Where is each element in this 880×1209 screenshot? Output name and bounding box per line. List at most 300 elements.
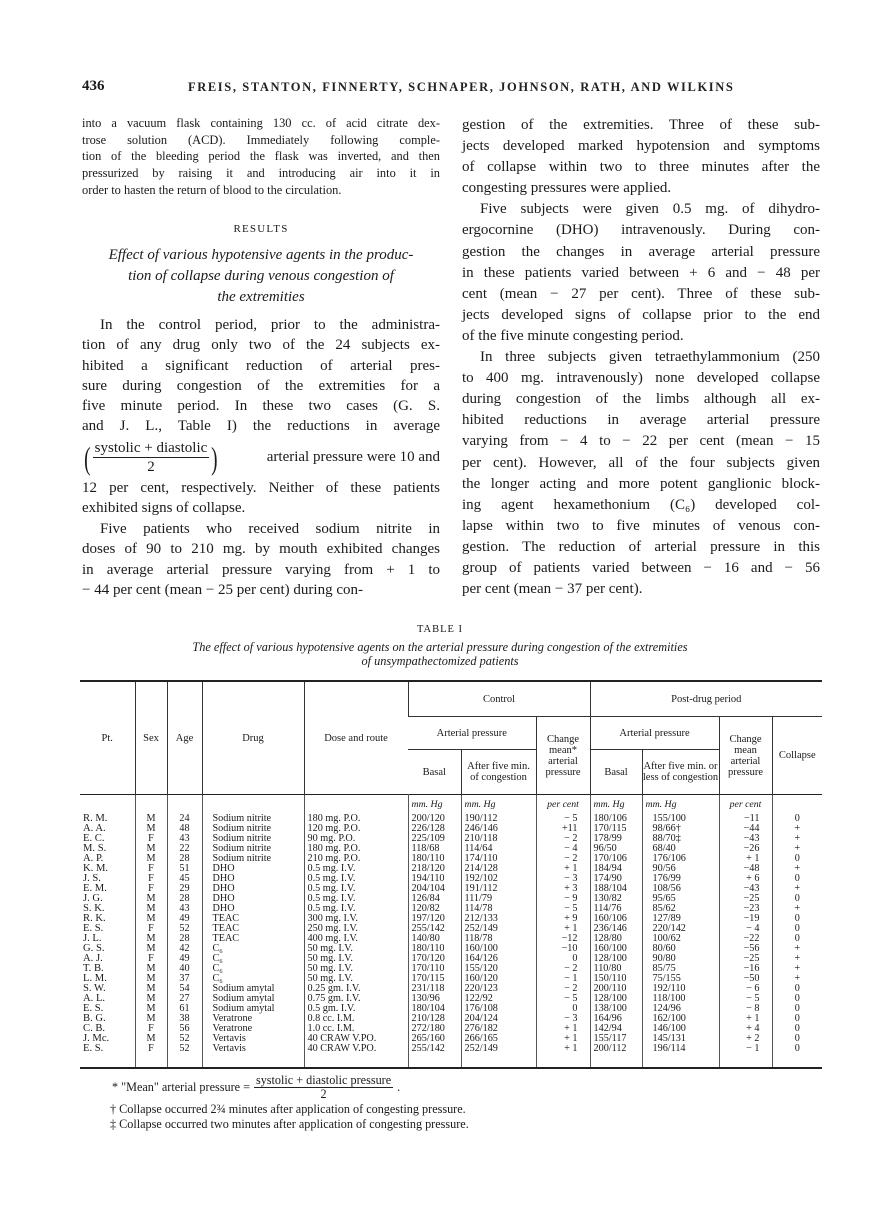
cell-post-after: 85/62 bbox=[642, 904, 719, 914]
text-line: sure during congestion of the extremities for a bbox=[82, 377, 440, 394]
cell-patient: J. Mc. bbox=[83, 1034, 110, 1044]
cell-control-after: 190/112 bbox=[461, 814, 536, 824]
unit-patient bbox=[80, 795, 135, 815]
header-sex: Sex bbox=[135, 681, 167, 795]
caption-line: of unsympathectomized patients bbox=[361, 654, 519, 668]
cell-patient: A. L. bbox=[83, 994, 106, 1004]
text-line: 12 per cent, respectively. Neither of these patients bbox=[82, 480, 440, 496]
cell-collapse: + bbox=[772, 864, 822, 874]
cell-dose: 50 mg. I.V. bbox=[304, 974, 408, 984]
cell-age: 56 bbox=[167, 1024, 202, 1034]
table-row bbox=[80, 974, 822, 984]
text-line: tion of any drug only two of the 24 subjects ex- bbox=[82, 337, 440, 354]
cell-post-basal: 236/146 bbox=[590, 924, 642, 934]
cell-post-after: 100/62 bbox=[642, 934, 719, 944]
unit-drug bbox=[202, 795, 304, 815]
cell-sex: F bbox=[135, 1044, 167, 1054]
cell-sex: F bbox=[135, 1024, 167, 1034]
cell-post-after: 127/89 bbox=[642, 914, 719, 924]
table-row bbox=[80, 984, 822, 994]
table-row bbox=[80, 914, 822, 924]
caption-line: The effect of various hypotensive agents on the arterial pressure during congestion of the extremities bbox=[192, 640, 688, 654]
unit-control-basal: mm. Hg bbox=[408, 795, 461, 815]
text-line: hibited reductions in average arterial pressure bbox=[462, 412, 820, 429]
cell-drug: C₆ bbox=[202, 974, 304, 984]
cell-collapse: + bbox=[772, 834, 822, 844]
cell-post-after: 118/100 bbox=[642, 994, 719, 1004]
text-line: tion of the bleeding period the flask was inverted, and then bbox=[82, 149, 440, 164]
cell-control-basal: 200/120 bbox=[408, 814, 461, 824]
cell-post-change: −43 bbox=[719, 884, 772, 894]
running-title: FREIS, STANTON, FINNERTY, SCHNAPER, JOHNSON, RATH, AND WILKINS bbox=[188, 80, 735, 94]
table-row bbox=[80, 814, 822, 824]
cell-drug: C₆ bbox=[202, 944, 304, 954]
cell-collapse: + bbox=[772, 844, 822, 854]
unit-sex bbox=[135, 795, 167, 815]
text-line: into a vacuum flask containing 130 cc. of acid citrate dex- bbox=[82, 116, 440, 130]
cell-post-basal: 142/94 bbox=[590, 1024, 642, 1034]
cell-control-after: 192/102 bbox=[461, 874, 536, 884]
cell-post-basal: 184/94 bbox=[590, 864, 642, 874]
cell-control-change: + 1 bbox=[536, 1024, 590, 1034]
text-line: in these patients varied between + 6 and − 48 per bbox=[462, 264, 820, 281]
cell-post-basal: 96/50 bbox=[590, 844, 642, 854]
header-post-after: After five min. or less of congestion bbox=[642, 750, 719, 795]
cell-control-basal: 180/104 bbox=[408, 1004, 461, 1014]
cell-drug: C₆ bbox=[202, 964, 304, 974]
table-row bbox=[80, 854, 822, 864]
cell-collapse: 0 bbox=[772, 1024, 822, 1034]
unit-post-basal: mm. Hg bbox=[590, 795, 642, 815]
cell-sex: M bbox=[135, 994, 167, 1004]
cell-collapse: 0 bbox=[772, 914, 822, 924]
table-row bbox=[80, 954, 822, 964]
cell-age: 49 bbox=[167, 914, 202, 924]
cell-control-after: 164/126 bbox=[461, 954, 536, 964]
right-paren: ) bbox=[211, 439, 218, 476]
cell-drug: Vertavis bbox=[202, 1034, 304, 1044]
cell-control-after: 118/78 bbox=[461, 934, 536, 944]
cell-dose: 0.75 gm. I.V. bbox=[304, 994, 408, 1004]
cell-patient: E. C. bbox=[83, 834, 105, 844]
cell-control-change: − 3 bbox=[536, 874, 590, 884]
text-line: per cent). However, all of the four subjects given bbox=[462, 454, 820, 471]
spacer-cell bbox=[590, 1054, 642, 1068]
text-line: varying from − 4 to − 22 per cent (mean − 15 bbox=[462, 433, 820, 450]
cell-drug: TEAC bbox=[202, 924, 304, 934]
spacer-cell bbox=[135, 1054, 167, 1068]
text-line: to 400 mg. intravenously) none developed collapse bbox=[462, 370, 820, 387]
units-row bbox=[80, 795, 822, 815]
cell-post-basal: 188/104 bbox=[590, 884, 642, 894]
cell-post-basal: 170/106 bbox=[590, 854, 642, 864]
cell-post-basal: 128/100 bbox=[590, 994, 642, 1004]
cell-collapse: 0 bbox=[772, 1034, 822, 1044]
intro-paragraph bbox=[82, 115, 440, 199]
cell-control-basal: 170/120 bbox=[408, 954, 461, 964]
cell-sex: M bbox=[135, 984, 167, 994]
text-line: of collapse within two to three minutes after the bbox=[462, 159, 820, 176]
cell-sex: F bbox=[135, 834, 167, 844]
cell-patient: B. G. bbox=[83, 1014, 106, 1024]
cell-dose: 0.5 gm. I.V. bbox=[304, 1004, 408, 1014]
paragraph-sodium-nitrite bbox=[82, 519, 440, 600]
cell-control-basal: 118/68 bbox=[408, 844, 461, 854]
text-line: pressurized by raising it and introducing air into it in bbox=[82, 166, 440, 181]
cell-dose: 0.5 mg. I.V. bbox=[304, 864, 408, 874]
cell-control-after: 204/124 bbox=[461, 1014, 536, 1024]
text-line: gestion of the extremities. Three of these sub- bbox=[462, 117, 820, 133]
cell-drug: TEAC bbox=[202, 914, 304, 924]
cell-age: 42 bbox=[167, 944, 202, 954]
unit-post-change: per cent bbox=[719, 795, 772, 815]
text-line: jects developed marked hypotension and symptoms bbox=[462, 138, 820, 155]
cell-collapse: + bbox=[772, 974, 822, 984]
cell-control-after: 191/112 bbox=[461, 884, 536, 894]
cell-control-after: 111/79 bbox=[461, 894, 536, 904]
cell-age: 52 bbox=[167, 924, 202, 934]
cell-collapse: + bbox=[772, 884, 822, 894]
table-row bbox=[80, 994, 822, 1004]
cell-post-basal: 170/115 bbox=[590, 824, 642, 834]
cell-age: 52 bbox=[167, 1044, 202, 1054]
cell-control-after: 214/128 bbox=[461, 864, 536, 874]
cell-post-after: 90/80 bbox=[642, 954, 719, 964]
cell-age: 29 bbox=[167, 884, 202, 894]
cell-post-basal: 164/96 bbox=[590, 1014, 642, 1024]
cell-age: 43 bbox=[167, 904, 202, 914]
cell-drug: Sodium nitrite bbox=[202, 844, 304, 854]
cell-sex: M bbox=[135, 1004, 167, 1014]
cell-age: 48 bbox=[167, 824, 202, 834]
cell-post-after: 90/56 bbox=[642, 864, 719, 874]
cell-dose: 1.0 cc. I.M. bbox=[304, 1024, 408, 1034]
cell-drug: DHO bbox=[202, 884, 304, 894]
cell-post-basal: 114/76 bbox=[590, 904, 642, 914]
cell-age: 28 bbox=[167, 854, 202, 864]
cell-post-change: + 6 bbox=[719, 874, 772, 884]
cell-sex: M bbox=[135, 814, 167, 824]
cell-post-change: − 8 bbox=[719, 1004, 772, 1014]
header-control-change: Change mean* arterial pressure bbox=[536, 717, 590, 795]
cell-post-basal: 130/82 bbox=[590, 894, 642, 904]
heading-line: tion of collapse during venous congestion of bbox=[128, 268, 394, 284]
cell-control-after: 210/118 bbox=[461, 834, 536, 844]
cell-patient: A. A. bbox=[83, 824, 106, 834]
cell-post-change: + 2 bbox=[719, 1034, 772, 1044]
cell-control-basal: 218/120 bbox=[408, 864, 461, 874]
footnote-mean-prefix: * "Mean" arterial pressure = bbox=[112, 1079, 250, 1094]
right-column bbox=[462, 115, 820, 600]
cell-drug: Veratrone bbox=[202, 1014, 304, 1024]
cell-drug: Sodium nitrite bbox=[202, 824, 304, 834]
cell-patient: A. P. bbox=[83, 854, 104, 864]
page-number: 436 bbox=[82, 78, 105, 94]
text-line: − 44 per cent (mean − 25 per cent) during con- bbox=[82, 581, 363, 598]
cell-age: 54 bbox=[167, 984, 202, 994]
cell-dose: 400 mg. I.V. bbox=[304, 934, 408, 944]
cell-sex: M bbox=[135, 1014, 167, 1024]
cell-control-change: + 3 bbox=[536, 884, 590, 894]
cell-sex: M bbox=[135, 964, 167, 974]
cell-dose: 40 CRAW V.PO. bbox=[304, 1034, 408, 1044]
text-line: group of patients varied between − 16 and − 56 bbox=[462, 559, 820, 576]
text-line: the longer acting and more potent ganglionic block- bbox=[462, 475, 820, 492]
cell-control-after: 212/133 bbox=[461, 914, 536, 924]
text-line: gestion. The reduction of arterial pressure in this bbox=[462, 538, 820, 555]
fraction-numerator: systolic + diastolic bbox=[94, 440, 208, 456]
table-row bbox=[80, 964, 822, 974]
cell-sex: M bbox=[135, 854, 167, 864]
cell-drug: TEAC bbox=[202, 934, 304, 944]
cell-collapse: 0 bbox=[772, 934, 822, 944]
cell-post-after: 176/106 bbox=[642, 854, 719, 864]
spacer-cell bbox=[642, 1054, 719, 1068]
spacer-cell bbox=[202, 1054, 304, 1068]
left-paren: ( bbox=[84, 439, 91, 476]
cell-control-change: 0 bbox=[536, 954, 590, 964]
cell-collapse: + bbox=[772, 964, 822, 974]
spacer-cell bbox=[772, 1054, 822, 1068]
cell-control-basal: 255/142 bbox=[408, 924, 461, 934]
formula-tail: arterial pressure were 10 and bbox=[266, 449, 440, 465]
cell-post-change: −56 bbox=[719, 944, 772, 954]
header-age: Age bbox=[167, 681, 202, 795]
cell-control-after: 246/146 bbox=[461, 824, 536, 834]
cell-post-basal: 138/100 bbox=[590, 1004, 642, 1014]
cell-dose: 0.5 mg. I.V. bbox=[304, 874, 408, 884]
cell-dose: 0.5 mg. I.V. bbox=[304, 904, 408, 914]
cell-post-after: 88/70‡ bbox=[642, 834, 719, 844]
text-line: hibited a significant reduction of arterial pres- bbox=[82, 357, 440, 374]
table-row bbox=[80, 1014, 822, 1024]
text-line: In three subjects given tetraethylammonium (250 bbox=[480, 349, 820, 366]
header-control-basal: Basal bbox=[422, 766, 446, 778]
cell-drug: Sodium amytal bbox=[202, 984, 304, 994]
cell-dose: 50 mg. I.V. bbox=[304, 964, 408, 974]
table-row bbox=[80, 894, 822, 904]
cell-sex: M bbox=[135, 904, 167, 914]
cell-collapse: 0 bbox=[772, 874, 822, 884]
cell-collapse: 0 bbox=[772, 994, 822, 1004]
spacer-cell bbox=[408, 1054, 461, 1068]
cell-control-basal: 170/115 bbox=[408, 974, 461, 984]
text-line: ergocornine (DHO) intravenously. During con- bbox=[462, 222, 820, 239]
cell-drug: Veratrone bbox=[202, 1024, 304, 1034]
cell-age: 28 bbox=[167, 894, 202, 904]
text-line: In the control period, prior to the administra- bbox=[100, 317, 440, 333]
cell-patient: R. M. bbox=[83, 814, 108, 824]
table-row bbox=[80, 844, 822, 854]
cell-control-change: + 1 bbox=[536, 924, 590, 934]
cell-control-basal: 197/120 bbox=[408, 914, 461, 924]
header-control-arterial-pressure: Arterial pressure bbox=[408, 717, 536, 750]
text-line: per cent (mean − 37 per cent). bbox=[462, 581, 643, 598]
header-dose: Dose and route bbox=[304, 681, 408, 795]
cell-sex: M bbox=[135, 974, 167, 984]
cell-dose: 0.5 mg. I.V. bbox=[304, 884, 408, 894]
cell-sex: M bbox=[135, 844, 167, 854]
cell-post-change: + 1 bbox=[719, 854, 772, 864]
heading-line: the extremities bbox=[217, 289, 305, 305]
paragraph-control-period bbox=[82, 315, 440, 437]
cell-patient: S. W. bbox=[83, 984, 106, 994]
cell-control-basal: 140/80 bbox=[408, 934, 461, 944]
cell-age: 61 bbox=[167, 1004, 202, 1014]
cell-collapse: 0 bbox=[772, 1004, 822, 1014]
footnote-denominator: 2 bbox=[320, 1086, 327, 1101]
cell-control-change: + 9 bbox=[536, 914, 590, 924]
cell-control-change: −12 bbox=[536, 934, 590, 944]
footnote-numerator: systolic + diastolic pressure bbox=[255, 1072, 392, 1087]
cell-control-change: + 1 bbox=[536, 1034, 590, 1044]
text-line: congesting pressures were applied. bbox=[462, 180, 672, 197]
cell-post-after: 155/100 bbox=[642, 814, 719, 824]
table-row bbox=[80, 824, 822, 834]
cell-control-change: − 3 bbox=[536, 1014, 590, 1024]
cell-post-change: −19 bbox=[719, 914, 772, 924]
table-row bbox=[80, 864, 822, 874]
cell-post-change: −25 bbox=[719, 954, 772, 964]
cell-drug: C₆ bbox=[202, 954, 304, 964]
cell-age: 51 bbox=[167, 864, 202, 874]
cell-post-basal: 180/106 bbox=[590, 814, 642, 824]
header-control: Control bbox=[408, 681, 590, 717]
paragraph-control-period-cont bbox=[82, 478, 440, 519]
cell-age: 52 bbox=[167, 1034, 202, 1044]
cell-age: 24 bbox=[167, 814, 202, 824]
table-row bbox=[80, 944, 822, 954]
cell-control-after: 114/64 bbox=[461, 844, 536, 854]
fraction-denominator: 2 bbox=[147, 459, 155, 475]
footnote-fraction bbox=[254, 1074, 393, 1101]
cell-control-after: 220/123 bbox=[461, 984, 536, 994]
cell-control-after: 252/149 bbox=[461, 924, 536, 934]
cell-post-after: 176/99 bbox=[642, 874, 719, 884]
spacer-cell bbox=[536, 1054, 590, 1068]
text-line: doses of 90 to 210 mg. by mouth exhibited changes bbox=[82, 541, 440, 558]
cell-control-basal: 265/160 bbox=[408, 1034, 461, 1044]
cell-age: 43 bbox=[167, 834, 202, 844]
cell-patient: E. S. bbox=[83, 1044, 104, 1054]
cell-patient: J. G. bbox=[83, 894, 103, 904]
cell-control-change: − 1 bbox=[536, 974, 590, 984]
cell-collapse: 0 bbox=[772, 1044, 822, 1054]
cell-post-after: 220/142 bbox=[642, 924, 719, 934]
cell-dose: 0.25 gm. I.V. bbox=[304, 984, 408, 994]
text-line: gestion the changes in average arterial pressure bbox=[462, 243, 820, 260]
text-line: and J. L., Table I) the reductions in average bbox=[82, 418, 440, 435]
cell-collapse: + bbox=[772, 954, 822, 964]
cell-control-after: 122/92 bbox=[461, 994, 536, 1004]
cell-control-after: 160/100 bbox=[461, 944, 536, 954]
cell-dose: 0.8 cc. I.M. bbox=[304, 1014, 408, 1024]
cell-post-basal: 200/112 bbox=[590, 1044, 642, 1054]
header-post-drug: Post-drug period bbox=[590, 681, 822, 717]
cell-post-change: −22 bbox=[719, 934, 772, 944]
cell-drug: DHO bbox=[202, 874, 304, 884]
cell-control-basal: 194/110 bbox=[408, 874, 461, 884]
text-line: order to hasten the return of blood to the circulation. bbox=[82, 182, 342, 197]
cell-dose: 120 mg. P.O. bbox=[304, 824, 408, 834]
cell-control-basal: 255/142 bbox=[408, 1044, 461, 1054]
text-line: of the five minute congesting period. bbox=[462, 327, 684, 344]
cell-age: 38 bbox=[167, 1014, 202, 1024]
text-line: ing agent hexamethonium (C₆) developed col- bbox=[462, 496, 820, 513]
cell-age: 37 bbox=[167, 974, 202, 984]
cell-sex: F bbox=[135, 864, 167, 874]
cell-sex: F bbox=[135, 924, 167, 934]
text-line: Five patients who received sodium nitrite in bbox=[100, 521, 440, 537]
cell-control-change: − 2 bbox=[536, 984, 590, 994]
table-row bbox=[80, 874, 822, 884]
spacer-cell bbox=[304, 1054, 408, 1068]
table-row bbox=[80, 924, 822, 934]
fraction bbox=[93, 439, 210, 476]
cell-post-after: 75/155 bbox=[642, 974, 719, 984]
cell-control-basal: 120/82 bbox=[408, 904, 461, 914]
table-row bbox=[80, 884, 822, 894]
cell-post-basal: 200/110 bbox=[590, 984, 642, 994]
text-line: exhibited signs of collapse. bbox=[82, 500, 246, 517]
cell-control-basal: 130/96 bbox=[408, 994, 461, 1004]
cell-post-basal: 160/100 bbox=[590, 944, 642, 954]
footnote-mean-suffix: . bbox=[397, 1079, 401, 1094]
cell-post-change: −23 bbox=[719, 904, 772, 914]
cell-dose: 180 mg. P.O. bbox=[304, 814, 408, 824]
cell-post-change: −11 bbox=[719, 814, 772, 824]
spacer-cell bbox=[719, 1054, 772, 1068]
cell-control-change: +11 bbox=[536, 824, 590, 834]
cell-control-change: 0 bbox=[536, 1004, 590, 1014]
unit-post-after: mm. Hg bbox=[642, 795, 719, 815]
cell-sex: M bbox=[135, 894, 167, 904]
header-post-basal: Basal bbox=[590, 750, 642, 795]
cell-post-change: −25 bbox=[719, 894, 772, 904]
section-title: RESULTS bbox=[233, 223, 289, 235]
cell-post-after: 80/60 bbox=[642, 944, 719, 954]
table-row bbox=[80, 1044, 822, 1054]
cell-control-change: − 5 bbox=[536, 904, 590, 914]
unit-collapse bbox=[772, 795, 822, 815]
cell-post-basal: 150/110 bbox=[590, 974, 642, 984]
cell-drug: Sodium amytal bbox=[202, 994, 304, 1004]
cell-patient: R. K. bbox=[83, 914, 106, 924]
text-line: trose solution (ACD). Immediately following comple- bbox=[82, 132, 440, 147]
cell-patient: E. M. bbox=[83, 884, 107, 894]
cell-post-after: 145/131 bbox=[642, 1034, 719, 1044]
cell-collapse: 0 bbox=[772, 814, 822, 824]
text-line: in average arterial pressure varying from + 1 to bbox=[82, 561, 440, 578]
cell-control-basal: 210/128 bbox=[408, 1014, 461, 1024]
header-collapse: Collapse bbox=[772, 717, 822, 795]
cell-dose: 300 mg. I.V. bbox=[304, 914, 408, 924]
cell-control-basal: 231/118 bbox=[408, 984, 461, 994]
cell-control-change: + 1 bbox=[536, 864, 590, 874]
cell-control-change: − 2 bbox=[536, 964, 590, 974]
table-row bbox=[80, 834, 822, 844]
table-row bbox=[80, 904, 822, 914]
cell-sex: F bbox=[135, 954, 167, 964]
cell-age: 45 bbox=[167, 874, 202, 884]
spacer-cell bbox=[167, 1054, 202, 1068]
cell-post-basal: 128/80 bbox=[590, 934, 642, 944]
cell-post-change: − 4 bbox=[719, 924, 772, 934]
cell-post-change: + 1 bbox=[719, 1014, 772, 1024]
text-line: five minute period. In these two cases (G. S. bbox=[82, 398, 440, 415]
cell-collapse: 0 bbox=[772, 924, 822, 934]
cell-sex: F bbox=[135, 884, 167, 894]
